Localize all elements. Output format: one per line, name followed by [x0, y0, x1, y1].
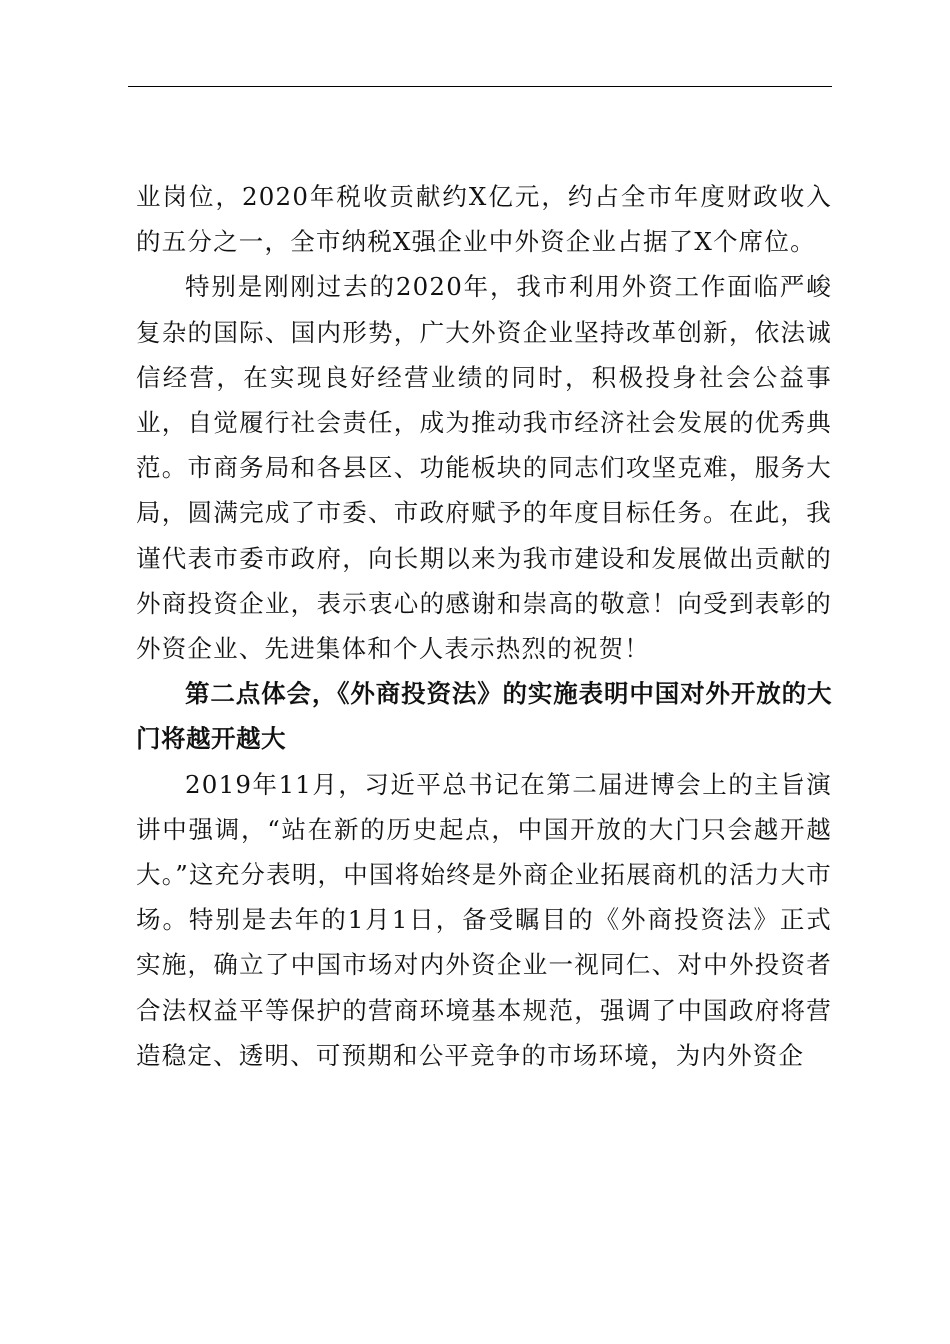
paragraph-2020-achievements: 特别是刚刚过去的2020年，我市利用外资工作面临严峻复杂的国际、国内形势，广大外资企业坚持改革创新，依法诚信经营，在实现良好经营业绩的同时，积极投身社会公益事业，自觉履行社会责任，成为推动我市经济社会发展的优秀典范。市商务局和各县区、功能板块的同志们攻坚克难，服务大局，圆满完成了市委、市政府赋予的年度目标任务。在此，我谨代表市委市政府，向长期以来为我市建设和发展做出贡献的外商投资企业，表示衷心的感谢和崇高的敬意！向受到表彰的外资企业、先进集体和个人表示热烈的祝贺！ — [136, 272, 832, 664]
document-body — [136, 174, 832, 1078]
paragraph-tax-contribution: 业岗位，2020年税收贡献约X亿元，约占全市年度财政收入的五分之一，全市纳税X强企业中外资企业占据了X个席位。 — [136, 182, 832, 257]
paragraph-foreign-investment-law: 2019年11月，习近平总书记在第二届进博会上的主旨演讲中强调，“站在新的历史起点，中国开放的大门只会越开越大。”这充分表明，中国将始终是外商企业拓展商机的活力大市场。特别是去年的1月1日，备受瞩目的《外商投资法》正式实施，确立了中国市场对内外资企业一视同仁、对中外投资者合法权益平等保护的营商环境基本规范，强调了中国政府将营造稳定、透明、可预期和公平竞争的市场环境，为内外资企 — [136, 769, 832, 1070]
section-heading-second-point: 第二点体会，《外商投资法》的实施表明中国对外开放的大门将越开越大 — [136, 679, 832, 754]
header-rule — [128, 86, 832, 87]
